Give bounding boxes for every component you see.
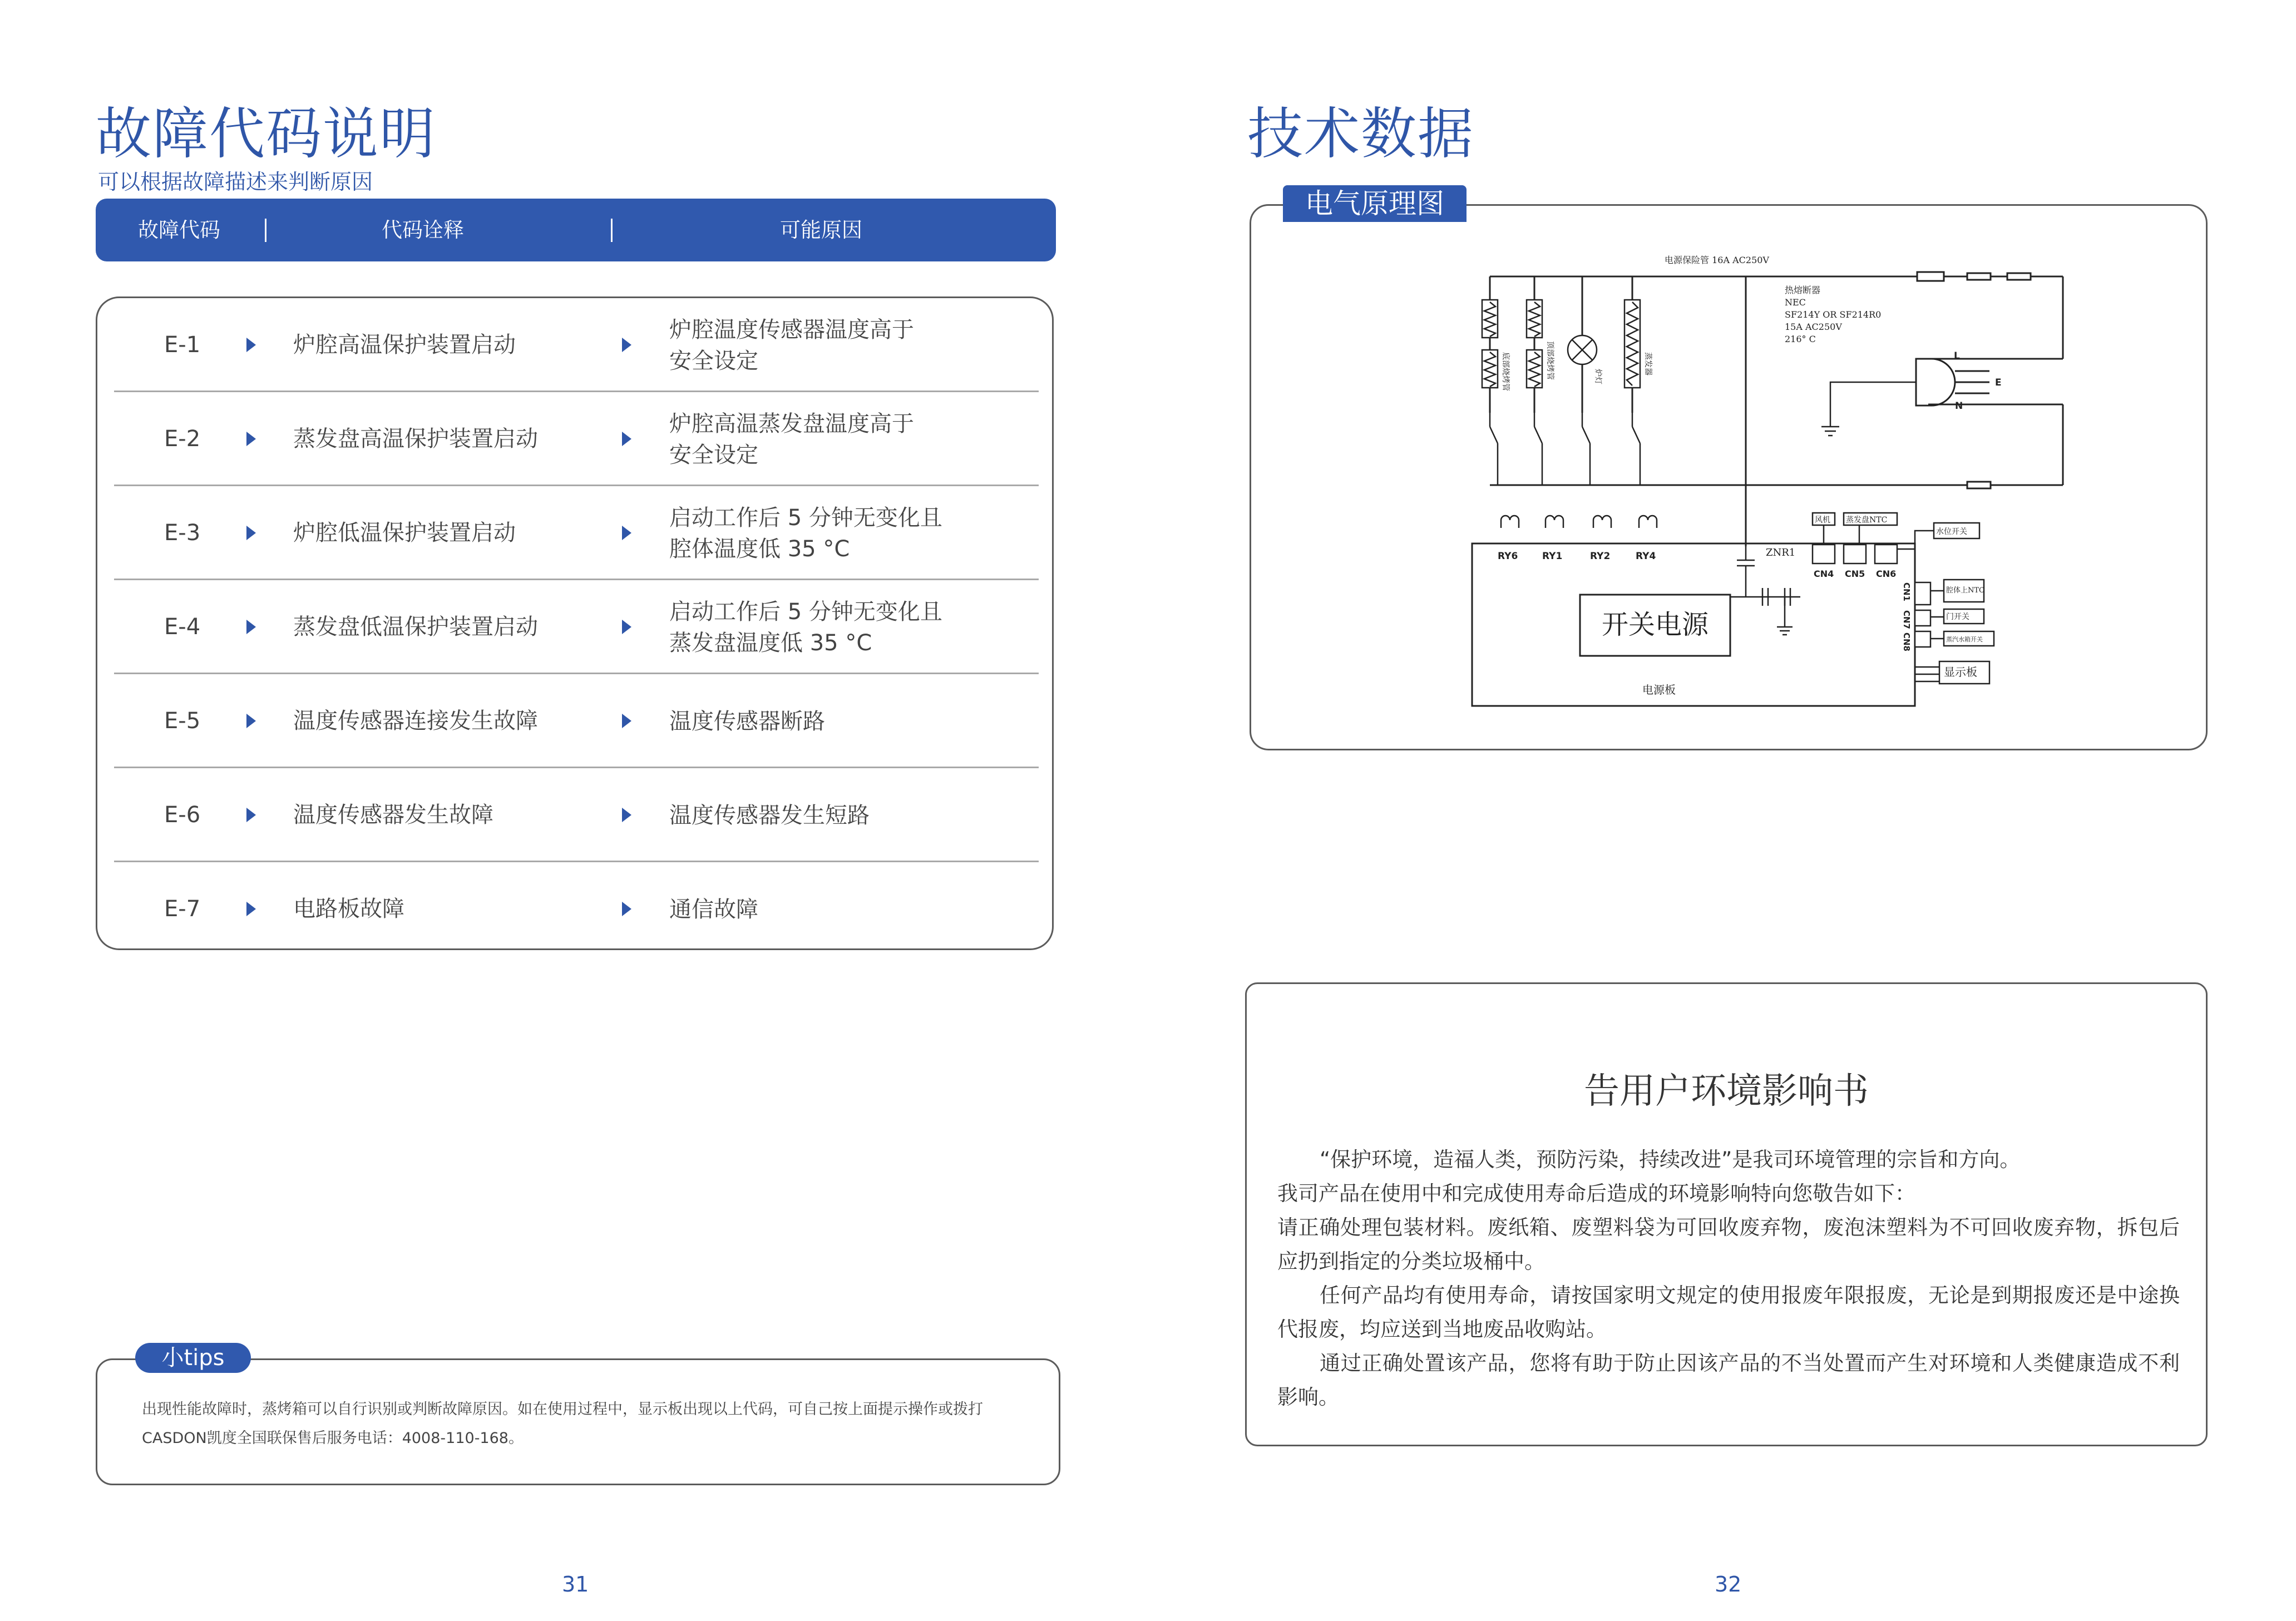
thermal-cutoff-symbol: [2007, 273, 2031, 280]
znr-label: ZNR1: [1766, 547, 1796, 559]
relay-label: RY1: [1542, 551, 1563, 562]
fault-code: E-1: [164, 332, 201, 358]
environment-notice-body: [1277, 1143, 2180, 1414]
heater-element: [1527, 350, 1542, 388]
relay-label: RY2: [1590, 551, 1611, 562]
heater-element: [1527, 300, 1542, 338]
notice-paragraph: “保护环境，造福人类，预防污染，持续改进”是我司环境管理的宗旨和方向。: [1320, 1148, 2021, 1172]
connector-label: CN5: [1845, 569, 1865, 579]
arrow-right-icon: [246, 902, 256, 916]
component-label: 门开关: [1946, 612, 1969, 621]
board-label: 电源板: [1642, 683, 1676, 696]
plug-icon: [1916, 359, 1955, 406]
code-meaning: 蒸发盘高温保护装置启动: [293, 426, 538, 452]
code-meaning: 温度传感器连接发生故障: [293, 708, 538, 734]
table-row: [114, 674, 1039, 768]
relay-switch: [1632, 427, 1640, 443]
fuse-label: 电源保险管 16A AC250V: [1665, 255, 1769, 265]
relay-coil: [1501, 516, 1519, 528]
notice-paragraph: 任何产品均有使用寿命，请按国家明文规定的使用报废年限报废，无论是到期报废还是中途换代报废，均应送到当地废品收购站。: [1277, 1283, 2180, 1341]
fault-table-header: [96, 199, 1056, 261]
connector-label: CN4: [1814, 569, 1834, 579]
code-meaning: 蒸发盘低温保护装置启动: [293, 614, 538, 640]
relay-coil: [1639, 516, 1657, 528]
connector-label: CN7: [1902, 610, 1912, 629]
plug-pin-label: L: [1954, 350, 1960, 362]
notice-paragraph: 请正确处理包装材料。废纸箱、废塑料袋为可回收废弃物，废泡沫塑料为不可回收废弃物，拆包后应扔到指定的分类垃圾桶中。: [1277, 1215, 2180, 1273]
component-label: 水位开关: [1936, 527, 1967, 536]
connector-label: CN6: [1876, 569, 1897, 579]
table-row: [114, 392, 1039, 486]
possible-cause: 启动工作后 5 分钟无变化且 腔体温度低 35 °C: [669, 505, 942, 562]
heater-label: 顶部烧烤管: [1546, 341, 1554, 380]
fault-code: E-4: [164, 614, 201, 640]
notice-paragraph: 我司产品在使用中和完成使用寿命后造成的环境影响特向您敬告如下：: [1277, 1182, 1915, 1205]
fault-code-table: [96, 296, 1054, 950]
header-separator: [611, 219, 613, 242]
possible-cause: 启动工作后 5 分钟无变化且 蒸发盘温度低 35 °C: [669, 599, 942, 656]
possible-cause: 通信故障: [669, 896, 758, 922]
table-row: [114, 580, 1039, 674]
heater-label: 底部烧烤管: [1501, 352, 1510, 391]
code-meaning: 温度传感器发生故障: [293, 802, 493, 828]
connector-label: CN1: [1902, 582, 1912, 601]
arrow-right-icon: [246, 714, 256, 728]
cutoff-label: NEC: [1785, 297, 1806, 308]
wire: [1897, 531, 1934, 549]
arrow-right-icon: [622, 620, 631, 634]
table-row: [114, 862, 1039, 956]
arrow-right-icon: [622, 526, 631, 540]
connector-cn5: [1844, 545, 1866, 564]
arrow-right-icon: [246, 338, 256, 352]
connector-cn7: [1915, 610, 1930, 626]
component-label: 蒸汽水箱开关: [1946, 636, 1983, 643]
heater-element: [1482, 300, 1498, 338]
relay-label: RY6: [1498, 551, 1518, 562]
relay-coil: [1546, 516, 1563, 528]
plug-pin-label: E: [1995, 377, 2002, 388]
arrow-right-icon: [622, 808, 631, 822]
header-fault-code: 故障代码: [138, 218, 220, 242]
relay-switch: [1534, 427, 1542, 443]
cutoff-label: 热熔断器: [1785, 285, 1821, 295]
heater-label: 炉灯: [1593, 369, 1602, 384]
fault-code: E-2: [164, 426, 201, 452]
arrow-right-icon: [246, 526, 256, 540]
fault-code-title: 故障代码说明: [96, 101, 436, 166]
cutoff-label: 216° C: [1785, 334, 1816, 344]
arrow-right-icon: [622, 338, 631, 352]
cutoff-label: SF214Y OR SF214R0: [1785, 309, 1882, 320]
arrow-right-icon: [622, 902, 631, 916]
possible-cause: 炉腔高温蒸发盘温度高于 安全设定: [669, 411, 914, 468]
environment-notice-title: 告用户环境影响书: [1584, 1071, 1869, 1112]
connector-cn4: [1813, 545, 1835, 564]
tech-data-title: 技术数据: [1247, 101, 1474, 166]
connector-label: CN8: [1902, 632, 1912, 651]
heater-label: 蒸发器: [1643, 352, 1652, 375]
relay-label: RY4: [1636, 551, 1656, 562]
component-label: 腔体上NTC: [1946, 586, 1984, 595]
tips-text: 出现性能故障时，蒸烤箱可以自行识别或判断故障原因。如在使用过程中，显示板出现以上代码，可自己按上面提示操作或拨打CASDON凯度全国联保售后服务电话：4008-110-168。: [142, 1401, 983, 1447]
relay-switch: [1490, 427, 1498, 443]
possible-cause: 温度传感器断路: [669, 708, 825, 734]
circuit-diagram-label: 电气原理图: [1283, 185, 1467, 222]
thermal-cutoff-symbol: [1967, 482, 1991, 488]
thermal-cutoff-symbol: [1967, 273, 1991, 280]
wire: [1830, 382, 1916, 427]
header-separator: [265, 219, 266, 242]
heater-element: [1482, 350, 1498, 388]
circuit-schematic: [1250, 204, 2208, 750]
fault-code: E-3: [164, 520, 201, 546]
relay-coil: [1593, 516, 1611, 528]
fault-code: E-7: [164, 896, 201, 922]
connector-cn8: [1915, 631, 1930, 647]
arrow-right-icon: [622, 432, 631, 446]
header-code-meaning: 代码诠释: [382, 218, 464, 242]
component-label: 显示板: [1944, 665, 1977, 679]
component-label: 风机: [1815, 516, 1830, 525]
tips-label: 小tips: [135, 1343, 251, 1373]
relay-switch: [1582, 427, 1590, 443]
page-number: 31: [562, 1572, 589, 1597]
cutoff-label: 15A AC250V: [1785, 322, 1842, 332]
arrow-right-icon: [622, 714, 631, 728]
power-supply-label: 开关电源: [1601, 609, 1709, 640]
plug-pin-label: N: [1955, 401, 1963, 412]
fault-code-subtitle: 可以根据故障描述来判断原因: [98, 170, 373, 194]
table-row: [114, 486, 1039, 580]
arrow-right-icon: [246, 808, 256, 822]
component-label: 蒸发盘NTC: [1846, 516, 1888, 525]
arrow-right-icon: [246, 620, 256, 634]
fault-code: E-5: [164, 708, 201, 734]
fault-code: E-6: [164, 802, 201, 828]
possible-cause: 温度传感器发生短路: [669, 802, 870, 828]
table-row: [114, 768, 1039, 862]
code-meaning: 炉腔高温保护装置启动: [293, 332, 516, 358]
possible-cause: 炉腔温度传感器温度高于 安全设定: [669, 317, 914, 374]
connector-cn1: [1915, 582, 1930, 605]
connector-cn6: [1875, 545, 1897, 564]
code-meaning: 电路板故障: [293, 896, 404, 922]
table-row: [114, 298, 1039, 392]
notice-paragraph: 通过正确处置该产品，您将有助于防止因该产品的不当处置而产生对环境和人类健康造成不利影响。: [1277, 1351, 2180, 1409]
header-possible-cause: 可能原因: [780, 218, 862, 242]
page-number: 32: [1715, 1572, 1742, 1597]
fuse-symbol: [1917, 272, 1944, 281]
code-meaning: 炉腔低温保护装置启动: [293, 520, 516, 546]
arrow-right-icon: [246, 432, 256, 446]
